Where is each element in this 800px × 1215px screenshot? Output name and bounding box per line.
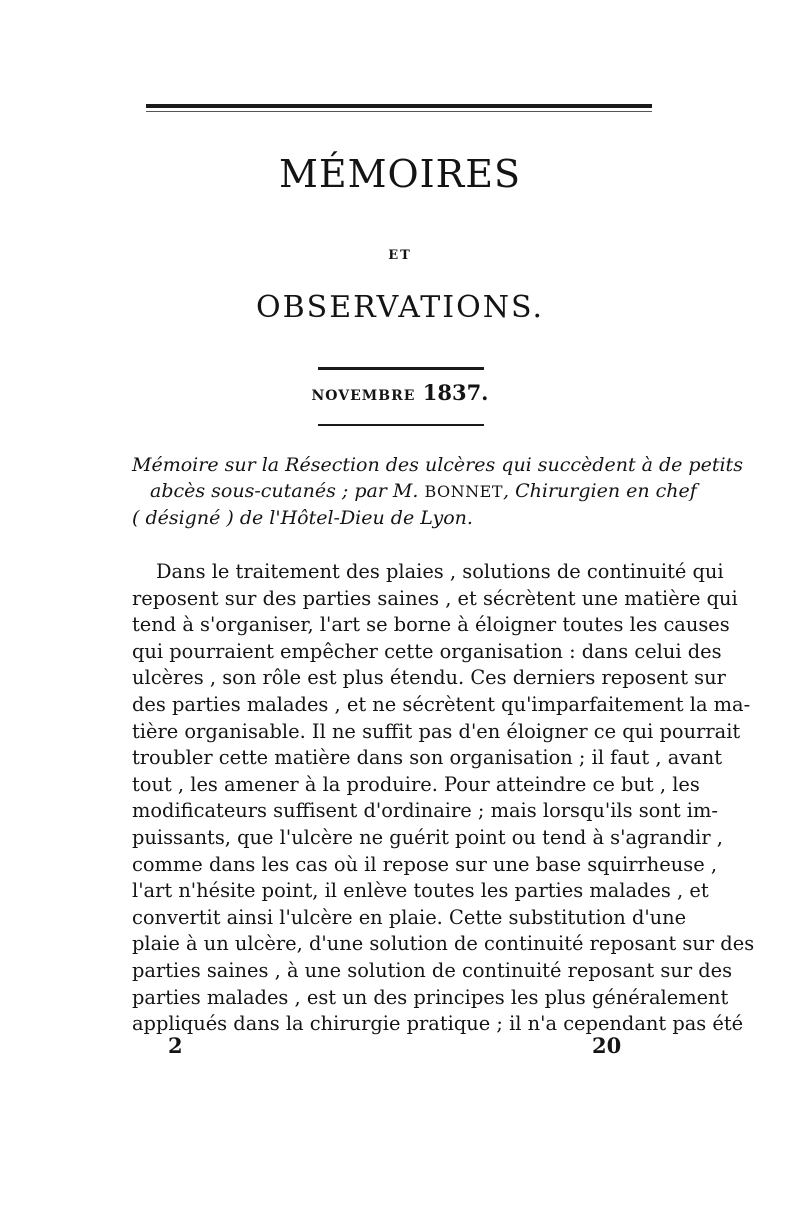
body-line: plaie à un ulcère, d'une solution de continuité reposant sur des	[132, 932, 755, 956]
article-title-line: Mémoire sur la Résection des ulcères qui succèdent à de petits	[132, 454, 743, 476]
section-conjunction: ET	[388, 248, 412, 263]
signature-mark: 2	[168, 1033, 183, 1058]
body-line: troubler cette matière dans son organisation ; il faut , avant	[132, 746, 723, 770]
body-line: modificateurs suffisent d'ordinaire ; mais lorsqu'ils sont im-	[132, 799, 718, 823]
body-line: Dans le traitement des plaies , solutions de continuité qui	[156, 560, 724, 583]
article-title-line: ( désigné ) de l'Hôtel-Dieu de Lyon.	[132, 507, 473, 529]
article-author: BONNET	[424, 482, 503, 501]
body-line: tend à s'organiser, l'art se borne à éloigner toutes les causes	[132, 613, 730, 637]
date-rule-bottom	[318, 424, 484, 426]
body-line: parties saines , à une solution de continuité reposant sur des	[132, 958, 733, 982]
body-line: tière organisable. Il ne suffit pas d'en éloigner ce qui pourrait	[132, 719, 741, 743]
issue-year: 1837.	[422, 380, 489, 405]
top-rule-thin	[146, 111, 652, 112]
issue-date	[0, 380, 800, 405]
body-line: comme dans les cas où il repose sur une base squirrheuse ,	[132, 852, 718, 876]
body-line: ulcères , son rôle est plus étendu. Ces derniers reposent sur	[132, 666, 726, 690]
article-title-line: abcès sous-cutanés ; par M. BONNET, Chirurgien en chef	[150, 480, 697, 502]
issue-month: NOVEMBRE	[311, 388, 416, 404]
body-line: des parties malades , et ne sécrètent qu'imparfaitement la ma-	[132, 692, 751, 716]
body-line: parties malades , est un des principes les plus généralement	[132, 985, 729, 1009]
body-line: appliqués dans la chirurgie pratique ; il n'a cependant pas été	[132, 1012, 744, 1036]
body-line: qui pourraient empêcher cette organisation : dans celui des	[132, 639, 722, 663]
section-subtitle: OBSERVATIONS.	[256, 290, 544, 325]
body-line: l'art n'hésite point, il enlève toutes les parties malades , et	[132, 879, 709, 903]
top-rule	[146, 104, 652, 108]
article-body	[132, 559, 755, 1038]
section-title: MÉMOIRES	[278, 152, 522, 196]
body-line: convertit ainsi l'ulcère en plaie. Cette substitution d'une	[132, 905, 687, 929]
body-line: tout , les amener à la produire. Pour atteindre ce but , les	[132, 772, 700, 796]
article-title	[132, 452, 743, 531]
body-line: reposent sur des parties saines , et sécrètent une matière qui	[132, 586, 738, 610]
page-number: 20	[592, 1033, 622, 1058]
body-line: puissants, que l'ulcère ne guérit point ou tend à s'agrandir ,	[132, 825, 723, 849]
date-rule-top	[318, 367, 484, 370]
